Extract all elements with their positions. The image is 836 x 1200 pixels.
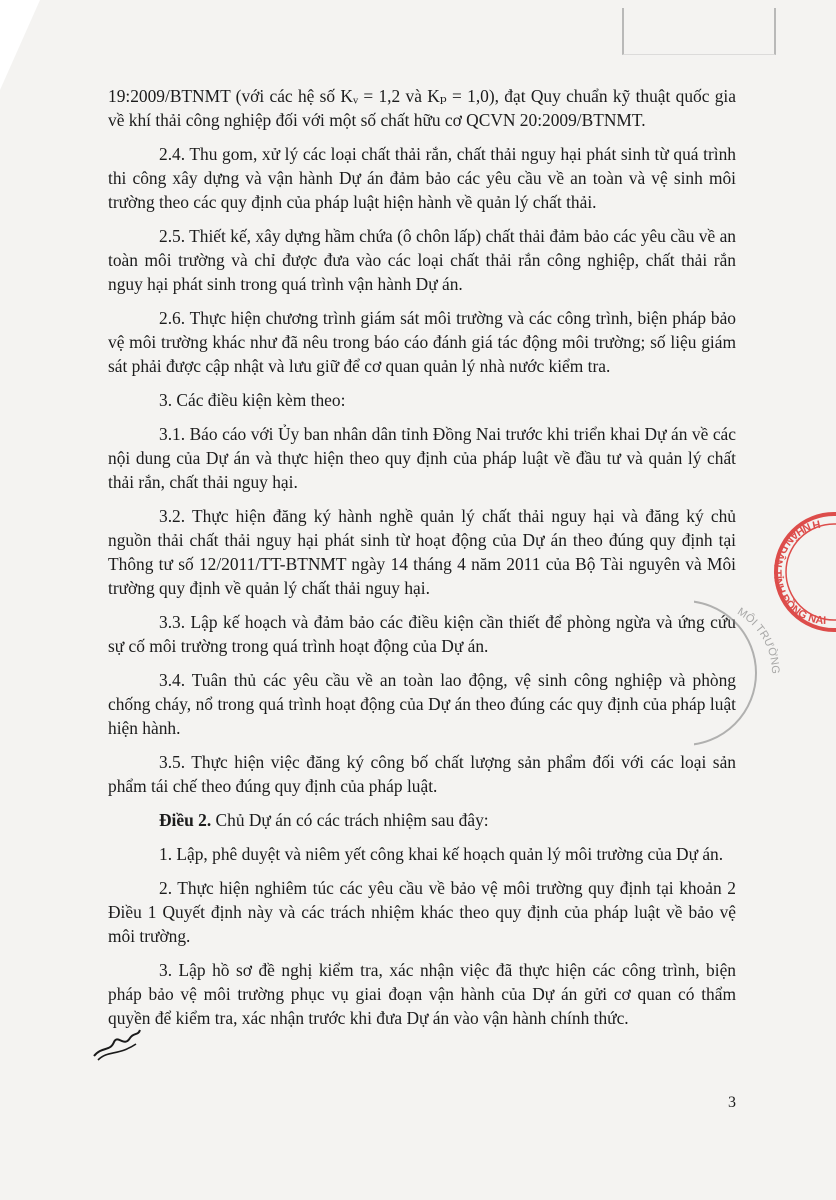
dieu-2-label: Điều 2. [159,810,212,830]
faint-stamp-text: MÔI TRƯỜNG [735,605,782,675]
document-body [108,84,736,1040]
paragraph-2-4: 2.4. Thu gom, xử lý các loại chất thải rắn, chất thải nguy hại phát sinh từ quá trình thi công xây dựng và vận hành Dự án đảm bảo các yêu cầu về an toàn và vệ sinh môi trường theo các quy định của pháp luật hiện hành về quản lý chất thải. [108,144,736,212]
page-number: 3 [728,1094,736,1111]
dieu-2-heading [108,808,736,832]
faint-round-stamp [694,598,784,748]
paragraph-continuation: 19:2009/BTNMT (với các hệ số Kᵥ = 1,2 và Kₚ = 1,0), đạt Quy chuẩn kỹ thuật quốc gia về khí thải công nghiệp đối với một số chất hữu cơ QCVN 20:2009/BTNMT. [108,86,736,130]
paragraph-2-5: 2.5. Thiết kế, xây dựng hầm chứa (ô chôn lấp) chất thải đảm bảo các yêu cầu về an toàn môi trường và chỉ được đưa vào các loại chất thải rắn công nghiệp, chất thải rắn nguy hại phát sinh trong quá trình vận hành Dự án. [108,226,736,294]
dieu-2-text: Chủ Dự án có các trách nhiệm sau đây: [211,810,489,830]
dieu-2-item-1: 1. Lập, phê duyệt và niêm yết công khai kế hoạch quản lý môi trường của Dự án. [159,844,724,864]
paragraph-3-5: 3.5. Thực hiện việc đăng ký công bố chất lượng sản phẩm đối với các loại sản phẩm tái chế theo đúng quy định của pháp luật. [108,752,736,796]
initial-signature [92,1026,142,1062]
folded-corner [0,0,40,90]
paragraph-2-6: 2.6. Thực hiện chương trình giám sát môi trường và các công trình, biện pháp bảo vệ môi trường khác như đã nêu trong báo cáo đánh giá tác động môi trường; số liệu giám sát phải được cập nhật và lưu giữ để cơ quan quản lý nhà nước kiểm tra. [108,308,736,376]
seal-text: H NHÂN DÂN TỈNH ĐỒNG NAI [770,517,827,628]
paragraph-3-4: 3.4. Tuân thủ các yêu cầu về an toàn lao động, vệ sinh công nghiệp và phòng chống cháy, nổ trong quá trình hoạt động của Dự án theo đúng các quy định của pháp luật hiện hành. [108,670,736,738]
header-box-remnant [622,8,776,55]
paragraph-3-1: 3.1. Báo cáo với Ủy ban nhân dân tỉnh Đồng Nai trước khi triển khai Dự án về các nội dung của Dự án và thực hiện theo quy định của pháp luật về đầu tư và quản lý chất thải rắn, chất thải nguy hại. [108,424,736,492]
dieu-2-item-3: 3. Lập hồ sơ đề nghị kiểm tra, xác nhận việc đã thực hiện các công trình, biện pháp bảo vệ môi trường phục vụ giai đoạn vận hành của Dự án gửi cơ quan có thẩm quyền để kiểm tra, xác nhận trước khi đưa Dự án vào vận hành chính thức. [108,960,736,1028]
svg-text:MÔI TRƯỜNG [735,606,781,675]
paragraph-3-heading: 3. Các điều kiện kèm theo: [159,390,346,410]
dieu-2-item-2: 2. Thực hiện nghiêm túc các yêu cầu về bảo vệ môi trường quy định tại khoản 2 Điều 1 Quyết định này và các trách nhiệm khác theo quy định của pháp luật về bảo vệ môi trường. [108,878,736,946]
paragraph-3-2: 3.2. Thực hiện đăng ký hành nghề quản lý chất thải nguy hại và đăng ký chủ nguồn thải chất thải nguy hại phát sinh từ hoạt động của Dự án theo đúng quy định tại Thông tư số 12/2011/TT-BTNMT ngày 14 tháng 4 năm 2011 của Bộ Tài nguyên và Môi trường quy định về quản lý chất thải nguy hại. [108,506,736,598]
paragraph-3-3: 3.3. Lập kế hoạch và đảm bảo các điều kiện cần thiết để phòng ngừa và ứng cứu sự cố môi trường trong quá trình hoạt động của Dự án. [108,612,736,656]
